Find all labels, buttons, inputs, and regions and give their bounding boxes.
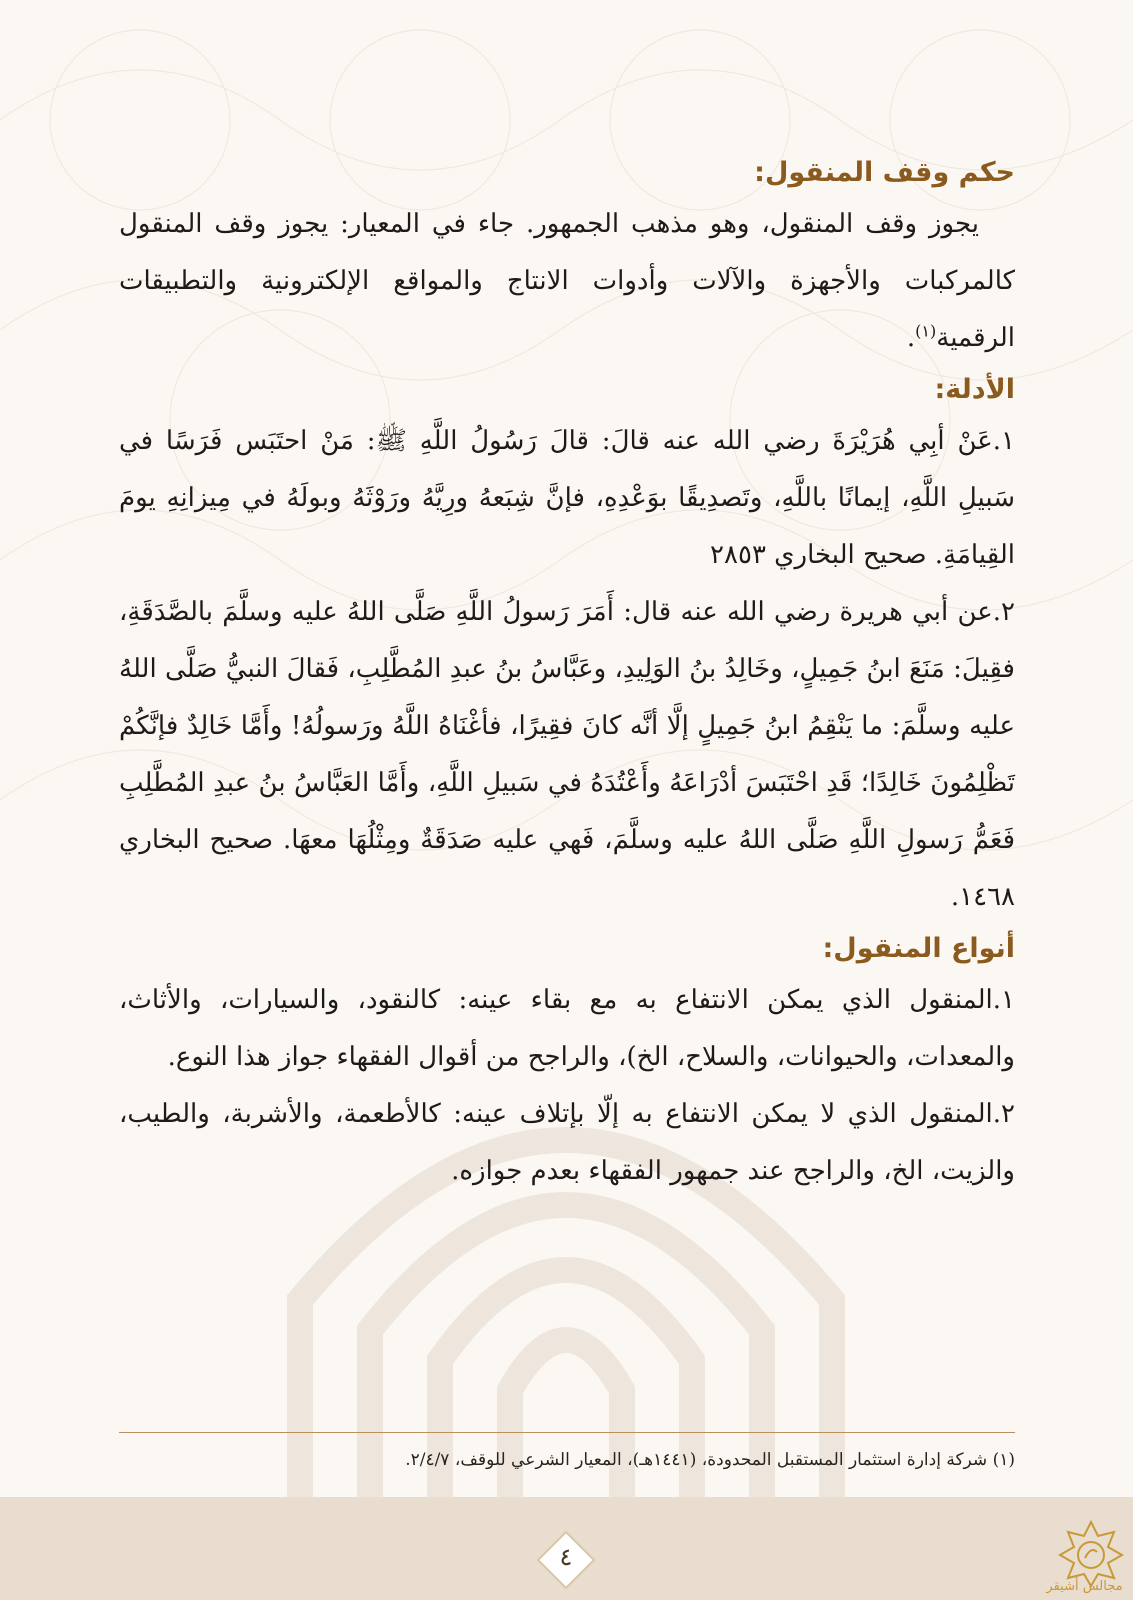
brand-name: مجالس أشيقر bbox=[1046, 1579, 1123, 1594]
section-heading-evidence: الأدلة: bbox=[934, 374, 1015, 405]
section-heading-types: أنواع المنقول: bbox=[822, 933, 1015, 964]
footnote-reference[interactable]: (١) bbox=[915, 321, 937, 341]
evidence-item-1: ١.عَنْ أبِي هُرَيْرَةَ رضي الله عنه قالَ: قالَ رَسُولُ اللَّهِ ﷺ: مَنْ احتَبَس فَرَسًا في سَبيلِ اللَّهِ، إيمانًا باللَّهِ، وتَصدِيقًا بوَعْدِهِ، فإنَّ شِبَعهُ ورِيَّهُ ورَوْثَهُ وبولَهُ في مِيزانِهِ يومَ القِيامَةِ. صحيح البخاري ٢٨٥٣ bbox=[119, 426, 1015, 570]
ruling-text: يجوز وقف المنقول، وهو مذهب الجمهور. جاء في المعيار: يجوز وقف المنقول كالمركبات والأجهزة والآلات وأدوات الانتاج والمواقع الإلكترونية والتطبيقات الرقمية bbox=[119, 209, 1015, 353]
types-item-2: ٢.المنقول الذي لا يمكن الانتفاع به إلّا بإتلاف عينه: كالأطعمة، والأشربة، والطيب، والزيت، الخ، والراجح عند جمهور الفقهاء بعدم جوازه. bbox=[119, 1099, 1015, 1186]
ruling-paragraph bbox=[119, 196, 1015, 367]
evidence-item-2: ٢.عن أبي هريرة رضي الله عنه قال: أَمَرَ رَسولُ اللَّهِ صَلَّى اللهُ عليه وسلَّمَ بالصَّدَقَةِ، فقِيلَ: مَنَعَ ابنُ جَمِيلٍ، وخَالِدُ بنُ الوَلِيدِ، وعَبَّاسُ بنُ عبدِ المُطَّلِبِ، فَقالَ النبيُّ صَلَّى اللهُ عليه وسلَّمَ: ما يَنْقِمُ ابنُ جَمِيلٍ إلَّا أنَّه كانَ فقِيرًا، فأغْنَاهُ اللَّهُ ورَسولُهُ! وأَمَّا خَالِدٌ فإنَّكُمْ تَظْلِمُونَ خَالِدًا؛ قَدِ احْتَبَسَ أدْرَاعَهُ وأَعْتُدَهُ في سَبيلِ اللَّهِ، وأَمَّا العَبَّاسُ بنُ عبدِ المُطَّلِبِ فَعَمُّ رَسولِ اللَّهِ صَلَّى اللهُ عليه وسلَّمَ، فَهي عليه صَدَقَةٌ ومِثْلُهَا معهَا. صحيح البخاري ١٤٦٨. bbox=[119, 597, 1015, 912]
ruling-end: . bbox=[906, 323, 916, 353]
page-number: ٤ bbox=[559, 1543, 573, 1571]
section-heading-ruling: حكم وقف المنقول: bbox=[754, 157, 1015, 188]
footnote: (١) شركة إدارة استثمار المستقبل المحدودة، (١٤٤١هـ)، المعيار الشرعي للوقف، ٢/٤/٧. bbox=[405, 1450, 1015, 1470]
main-content bbox=[119, 150, 1015, 1200]
types-item-1: ١.المنقول الذي يمكن الانتفاع به مع بقاء عينه: كالنقود، والسيارات، والأثاث، والمعدات، والحيوانات، والسلاح، الخ)، والراجح من أقوال الفقهاء جواز هذا النوع. bbox=[119, 985, 1015, 1072]
footnote-divider bbox=[119, 1432, 1015, 1433]
